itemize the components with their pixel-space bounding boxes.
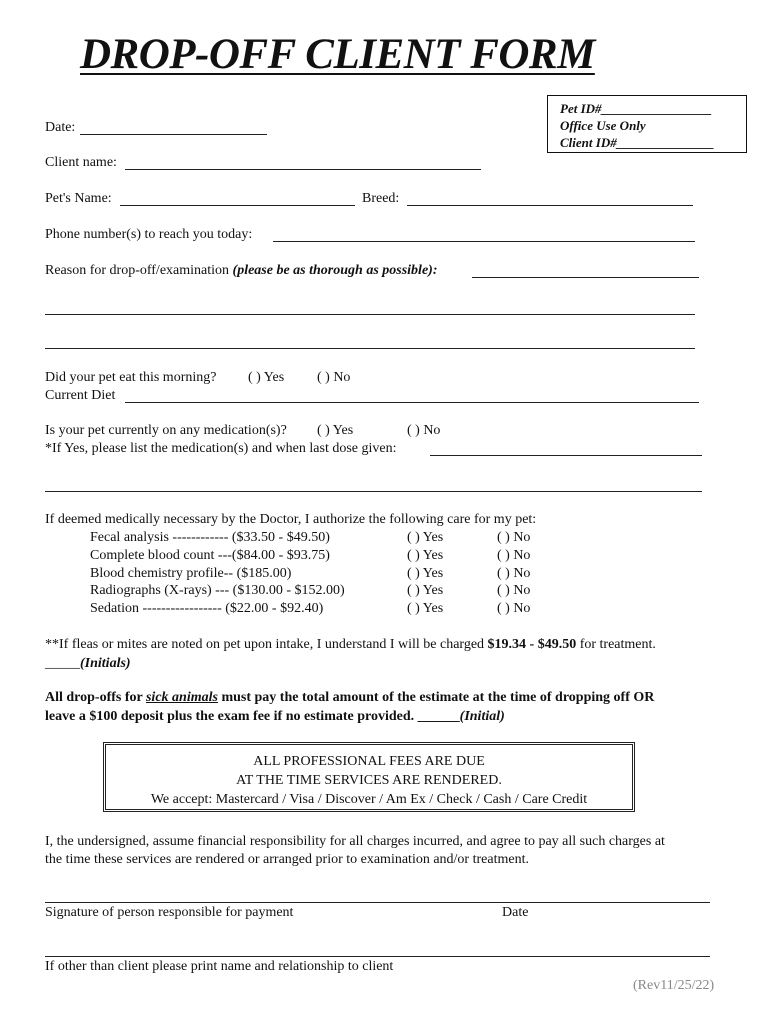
sick-notice-line2 bbox=[45, 709, 505, 725]
reason-note: (please be as thorough as possible): bbox=[232, 263, 438, 278]
medication-field-2[interactable] bbox=[45, 491, 702, 492]
date-label: Date: bbox=[45, 120, 76, 135]
care-item-label: Radiographs (X-rays) --- ($130.00 - $152.00) bbox=[90, 583, 345, 598]
diet-label: Current Diet bbox=[45, 388, 116, 403]
care-item-label: Sedation ----------------- ($22.00 - $92.40) bbox=[90, 601, 324, 616]
authorize-intro: If deemed medically necessary by the Doctor, I authorize the following care for my pet: bbox=[45, 512, 537, 527]
signature-field[interactable] bbox=[45, 902, 710, 903]
fees-line3: We accept: Mastercard / Visa / Discover / Am Ex / Check / Cash / Care Credit bbox=[150, 792, 588, 807]
client-name-field[interactable] bbox=[125, 169, 481, 170]
eat-yes-option[interactable]: ( ) Yes bbox=[248, 370, 285, 385]
sick-l1-c: must pay the total amount of the estimate at the time of dropping off OR bbox=[217, 690, 655, 705]
office-use-box bbox=[547, 95, 747, 153]
eat-no-option[interactable]: ( ) No bbox=[317, 370, 351, 385]
other-name-field[interactable] bbox=[45, 956, 710, 957]
date-field[interactable] bbox=[80, 134, 267, 135]
fleas-prefix: **If fleas or mites are noted on pet upon intake, I understand I will be charged bbox=[45, 637, 488, 652]
fleas-suffix: for treatment. bbox=[576, 637, 656, 652]
date-signature-label: Date bbox=[502, 905, 529, 920]
phone-field[interactable] bbox=[273, 241, 695, 242]
care-item-yes[interactable]: ( ) Yes bbox=[407, 601, 444, 616]
sick-l1-b: sick animals bbox=[145, 690, 218, 705]
medication-list-label: *If Yes, please list the medication(s) and when last dose given: bbox=[45, 441, 397, 456]
fees-line2: AT THE TIME SERVICES ARE RENDERED. bbox=[236, 773, 502, 788]
care-item-yes[interactable]: ( ) Yes bbox=[407, 566, 444, 581]
medication-question: Is your pet currently on any medication(s)? bbox=[45, 423, 287, 438]
care-item-yes[interactable]: ( ) Yes bbox=[407, 583, 444, 598]
care-item-yes[interactable]: ( ) Yes bbox=[407, 548, 444, 563]
reason-text: Reason for drop-off/examination bbox=[45, 263, 230, 278]
care-item-yes[interactable]: ( ) Yes bbox=[407, 530, 444, 545]
revision-label: (Rev11/25/22) bbox=[633, 978, 715, 993]
pet-name-label: Pet's Name: bbox=[45, 191, 112, 206]
client-name-label: Client name: bbox=[45, 155, 117, 170]
reason-field-3[interactable] bbox=[45, 348, 695, 349]
sick-l2-initial: (Initial) bbox=[459, 709, 505, 724]
care-item-no[interactable]: ( ) No bbox=[497, 601, 531, 616]
breed-label: Breed: bbox=[362, 191, 400, 206]
sick-notice-line1 bbox=[45, 690, 654, 706]
phone-label: Phone number(s) to reach you today: bbox=[45, 227, 253, 242]
signature-label: Signature of person responsible for payment bbox=[45, 905, 294, 920]
fleas-initials bbox=[45, 656, 131, 672]
client-id-label: Client ID#_______________ bbox=[560, 135, 715, 150]
breed-field[interactable] bbox=[407, 205, 693, 206]
diet-field[interactable] bbox=[125, 402, 699, 403]
fleas-amount: $19.34 - $49.50 bbox=[487, 637, 577, 652]
fleas-initials-label: (Initials) bbox=[80, 656, 131, 671]
medication-field-1[interactable] bbox=[430, 455, 702, 456]
care-item-no[interactable]: ( ) No bbox=[497, 583, 531, 598]
page-title: DROP-OFF CLIENT FORM bbox=[80, 31, 595, 78]
fleas-notice bbox=[45, 637, 656, 653]
pet-id-label: Pet ID#_________________ bbox=[560, 101, 713, 116]
reason-label bbox=[45, 263, 437, 279]
reason-field-2[interactable] bbox=[45, 314, 695, 315]
care-item-label: Complete blood count ---($84.00 - $93.75) bbox=[90, 548, 330, 563]
care-item-label: Fecal analysis ------------ ($33.50 - $49.50) bbox=[90, 530, 330, 545]
sick-l2: leave a $100 deposit plus the exam fee if no estimate provided. ______ bbox=[45, 709, 460, 724]
office-use-label: Office Use Only bbox=[560, 118, 646, 133]
agreement-line1: I, the undersigned, assume financial responsibility for all charges incurred, and agree to pay all such charges at bbox=[45, 834, 665, 849]
care-item-label: Blood chemistry profile-- ($185.00) bbox=[90, 566, 292, 581]
other-name-label: If other than client please print name and relationship to client bbox=[45, 959, 394, 974]
reason-field-1[interactable] bbox=[472, 277, 699, 278]
care-item-no[interactable]: ( ) No bbox=[497, 566, 531, 581]
fleas-initials-line[interactable]: _____ bbox=[45, 656, 80, 671]
sick-l1-a: All drop-offs for bbox=[45, 690, 146, 705]
care-item-no[interactable]: ( ) No bbox=[497, 530, 531, 545]
care-item-no[interactable]: ( ) No bbox=[497, 548, 531, 563]
fees-line1: ALL PROFESSIONAL FEES ARE DUE bbox=[253, 754, 485, 769]
medication-yes-option[interactable]: ( ) Yes bbox=[317, 423, 354, 438]
fees-notice-box bbox=[103, 742, 635, 812]
eat-question: Did your pet eat this morning? bbox=[45, 370, 217, 385]
medication-no-option[interactable]: ( ) No bbox=[407, 423, 441, 438]
pet-name-field[interactable] bbox=[120, 205, 355, 206]
agreement-line2: the time these services are rendered or arranged prior to examination and/or treatment. bbox=[45, 852, 529, 867]
